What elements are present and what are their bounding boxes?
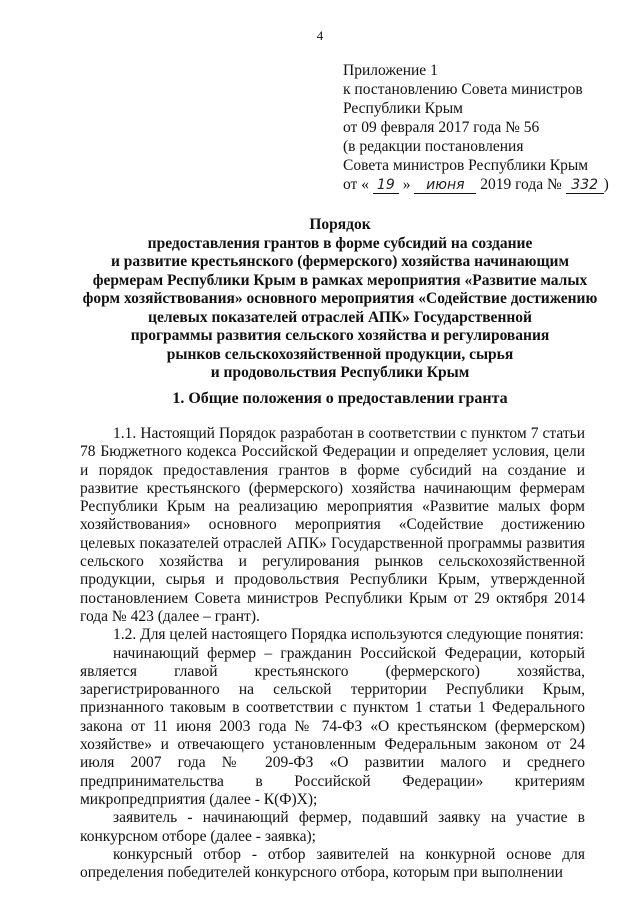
title-line: форм хозяйствования» основного мероприятия «Содействие достижению (82, 290, 598, 307)
date-quote: » (402, 176, 411, 193)
appendix-date-line (343, 175, 609, 194)
title-line: программы развития сельского хозяйства и регулирования (130, 327, 550, 344)
title-line: целевых показателей отраслей АПК» Государственной (148, 308, 532, 326)
appendix-line: от 09 февраля 2017 года № 56 (343, 119, 540, 136)
title-line: Порядок (309, 216, 371, 233)
date-prefix: от « (343, 176, 369, 193)
handwritten-month: июня (414, 178, 476, 194)
appendix-line: Приложение 1 (343, 62, 438, 79)
document-title (60, 216, 620, 383)
body-text (80, 425, 585, 882)
paragraph: 1.2. Для целей настоящего Порядка используются следующие понятия: (113, 626, 584, 644)
paragraph: начинающий фермер – гражданин Российской Федерации, который является главой крестьянского (фермерского) хозяйства, зарегистрированного на сельской территории Республики Крым, признанного таковым в соответствии с пунктом 1 статьи 1 Федерального закона от 11 июня 2003 года № 74-ФЗ «О крестьянском (фермерском) хозяйстве» и отвечающего установленным Федеральным законом от 24 июля 2007 года № 209-ФЗ «О развитии малого и среднего предпринимательства в Российской Федерации» критериям микропредприятия (далее - К(Ф)Х); (80, 644, 585, 808)
appendix-line: Республики Крым (343, 100, 463, 117)
handwritten-day: 19 (373, 178, 399, 194)
title-line: и развитие крестьянского (фермерского) хозяйства начинающим (110, 253, 570, 270)
title-line: рынков сельскохозяйственной продукции, сырья (166, 345, 514, 363)
title-line: предоставления грантов в форме субсидий на создание (147, 234, 533, 252)
page-number: 4 (316, 28, 324, 43)
paragraph: 1.1. Настоящий Порядок разработан в соответствии с пунктом 7 статьи 78 Бюджетного кодекса Российской Федерации и определяет условия, цели и порядок предоставления грантов в форме субсидий на создание и развитие крестьянского (фермерского) хозяйства начинающим фермерам Республики Крым на реализацию мероприятия «Развитие малых форм хозяйствования» основного мероприятия «Содействие достижению целевых показателей отраслей АПК» Государственной программы развития сельского хозяйства и регулирования рынков сельскохозяйственной продукции, сырья и продовольствия Республики Крым, утвержденной постановлением Совета министров Республики Крым от 29 октября 2014 года № 423 (далее – грант). (80, 425, 585, 625)
section-heading: 1. Общие положения о предоставлении гранта (172, 390, 508, 407)
date-year: 2019 года № (480, 176, 562, 193)
date-suffix: ) (603, 176, 609, 193)
paragraph: конкурсный отбор - отбор заявителей на конкурной основе для определения победителей конкурсного отбора, которым при выполнении (80, 845, 585, 882)
appendix-line: к постановлению Совета министров (343, 81, 583, 98)
title-line: и продовольствия Республики Крым (210, 364, 470, 381)
title-line: фермерам Республики Крым в рамках мероприятия «Развитие малых (92, 271, 588, 289)
appendix-header (343, 61, 609, 194)
appendix-line: (в редакции постановления (343, 138, 524, 155)
handwritten-number: 332 (566, 178, 604, 194)
appendix-line: Совета министров Республики Крым (343, 157, 589, 174)
paragraph: заявитель - начинающий фермер, подавший заявку на участие в конкурсном отборе (далее - заявка); (80, 809, 585, 845)
